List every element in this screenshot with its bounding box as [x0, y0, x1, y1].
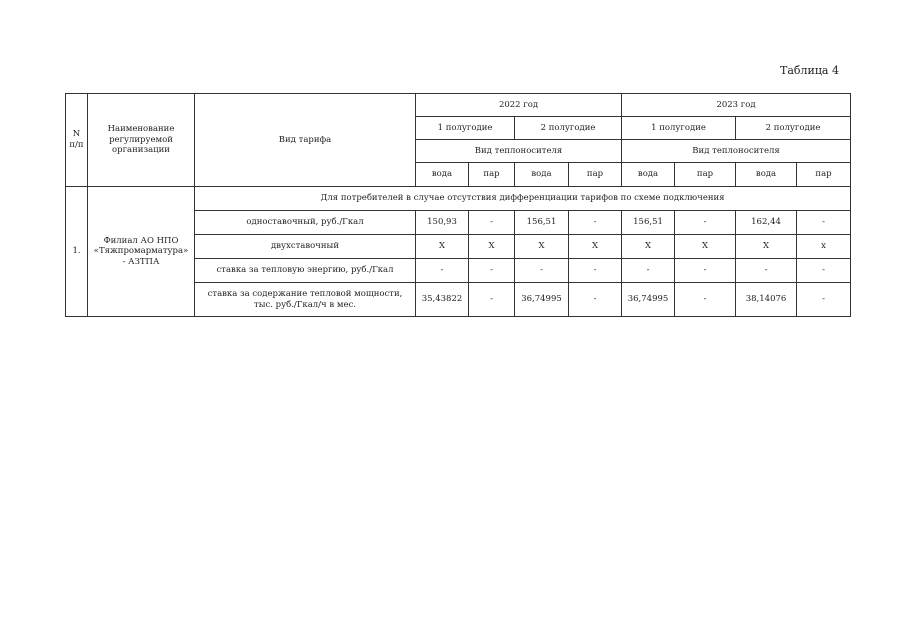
tariff-value: -	[469, 211, 515, 235]
tariff-value: 162,44	[736, 211, 797, 235]
tariff-value: -	[416, 259, 469, 283]
tariff-value: -	[675, 211, 736, 235]
tariff-value: 36,74995	[515, 283, 569, 317]
header-2022-half2: 2 полугодие	[515, 117, 622, 140]
tariff-value: 36,74995	[622, 283, 675, 317]
tariff-value: -	[469, 259, 515, 283]
tariff-value: -	[797, 259, 851, 283]
tariff-value: -	[569, 259, 622, 283]
header-water: вода	[622, 163, 675, 187]
tariff-value: x	[797, 235, 851, 259]
header-water: вода	[736, 163, 797, 187]
tariff-value: X	[736, 235, 797, 259]
header-number: N п/п	[66, 94, 88, 187]
tariff-label: одноставочный, руб./Гкал	[195, 211, 416, 235]
tariff-value: -	[569, 283, 622, 317]
section-title: Для потребителей в случае отсутствия дифференциации тарифов по схеме подключения	[195, 187, 851, 211]
tariff-value: -	[675, 283, 736, 317]
tariff-value: 35,43822	[416, 283, 469, 317]
tariff-value: -	[675, 259, 736, 283]
tariff-value: -	[569, 211, 622, 235]
tariff-value: -	[736, 259, 797, 283]
tariff-value: X	[469, 235, 515, 259]
tariff-value: 156,51	[515, 211, 569, 235]
header-steam: пар	[569, 163, 622, 187]
tariff-value: -	[622, 259, 675, 283]
tariff-value: X	[569, 235, 622, 259]
header-2023-half1: 1 полугодие	[622, 117, 736, 140]
row-number: 1.	[66, 187, 88, 317]
header-2023-carrier: Вид теплоносителя	[622, 140, 851, 163]
header-steam: пар	[797, 163, 851, 187]
header-organization: Наименование регулируемой организации	[88, 94, 195, 187]
tariff-value: X	[416, 235, 469, 259]
table-caption: Таблица 4	[780, 64, 839, 77]
header-water: вода	[515, 163, 569, 187]
tariff-value: -	[469, 283, 515, 317]
tariff-label: двухставочный	[195, 235, 416, 259]
header-year-2023: 2023 год	[622, 94, 851, 117]
tariff-value: 150,93	[416, 211, 469, 235]
tariff-value: X	[622, 235, 675, 259]
tariff-value: -	[797, 283, 851, 317]
organization-name: Филиал АО НПО «Тяжпромарматура» - АЗТПА	[88, 187, 195, 317]
header-2022-half1: 1 полугодие	[416, 117, 515, 140]
header-steam: пар	[469, 163, 515, 187]
header-water: вода	[416, 163, 469, 187]
tariff-value: X	[675, 235, 736, 259]
tariff-label: ставка за содержание тепловой мощности, тыс. руб./Гкал/ч в мес.	[195, 283, 416, 317]
tariff-value: X	[515, 235, 569, 259]
tariff-table	[65, 93, 851, 317]
header-2023-half2: 2 полугодие	[736, 117, 851, 140]
header-2022-carrier: Вид теплоносителя	[416, 140, 622, 163]
tariff-value: -	[797, 211, 851, 235]
tariff-value: 38,14076	[736, 283, 797, 317]
header-steam: пар	[675, 163, 736, 187]
tariff-label: ставка за тепловую энергию, руб./Гкал	[195, 259, 416, 283]
header-year-2022: 2022 год	[416, 94, 622, 117]
tariff-value: 156,51	[622, 211, 675, 235]
header-tariff-type: Вид тарифа	[195, 94, 416, 187]
tariff-value: -	[515, 259, 569, 283]
